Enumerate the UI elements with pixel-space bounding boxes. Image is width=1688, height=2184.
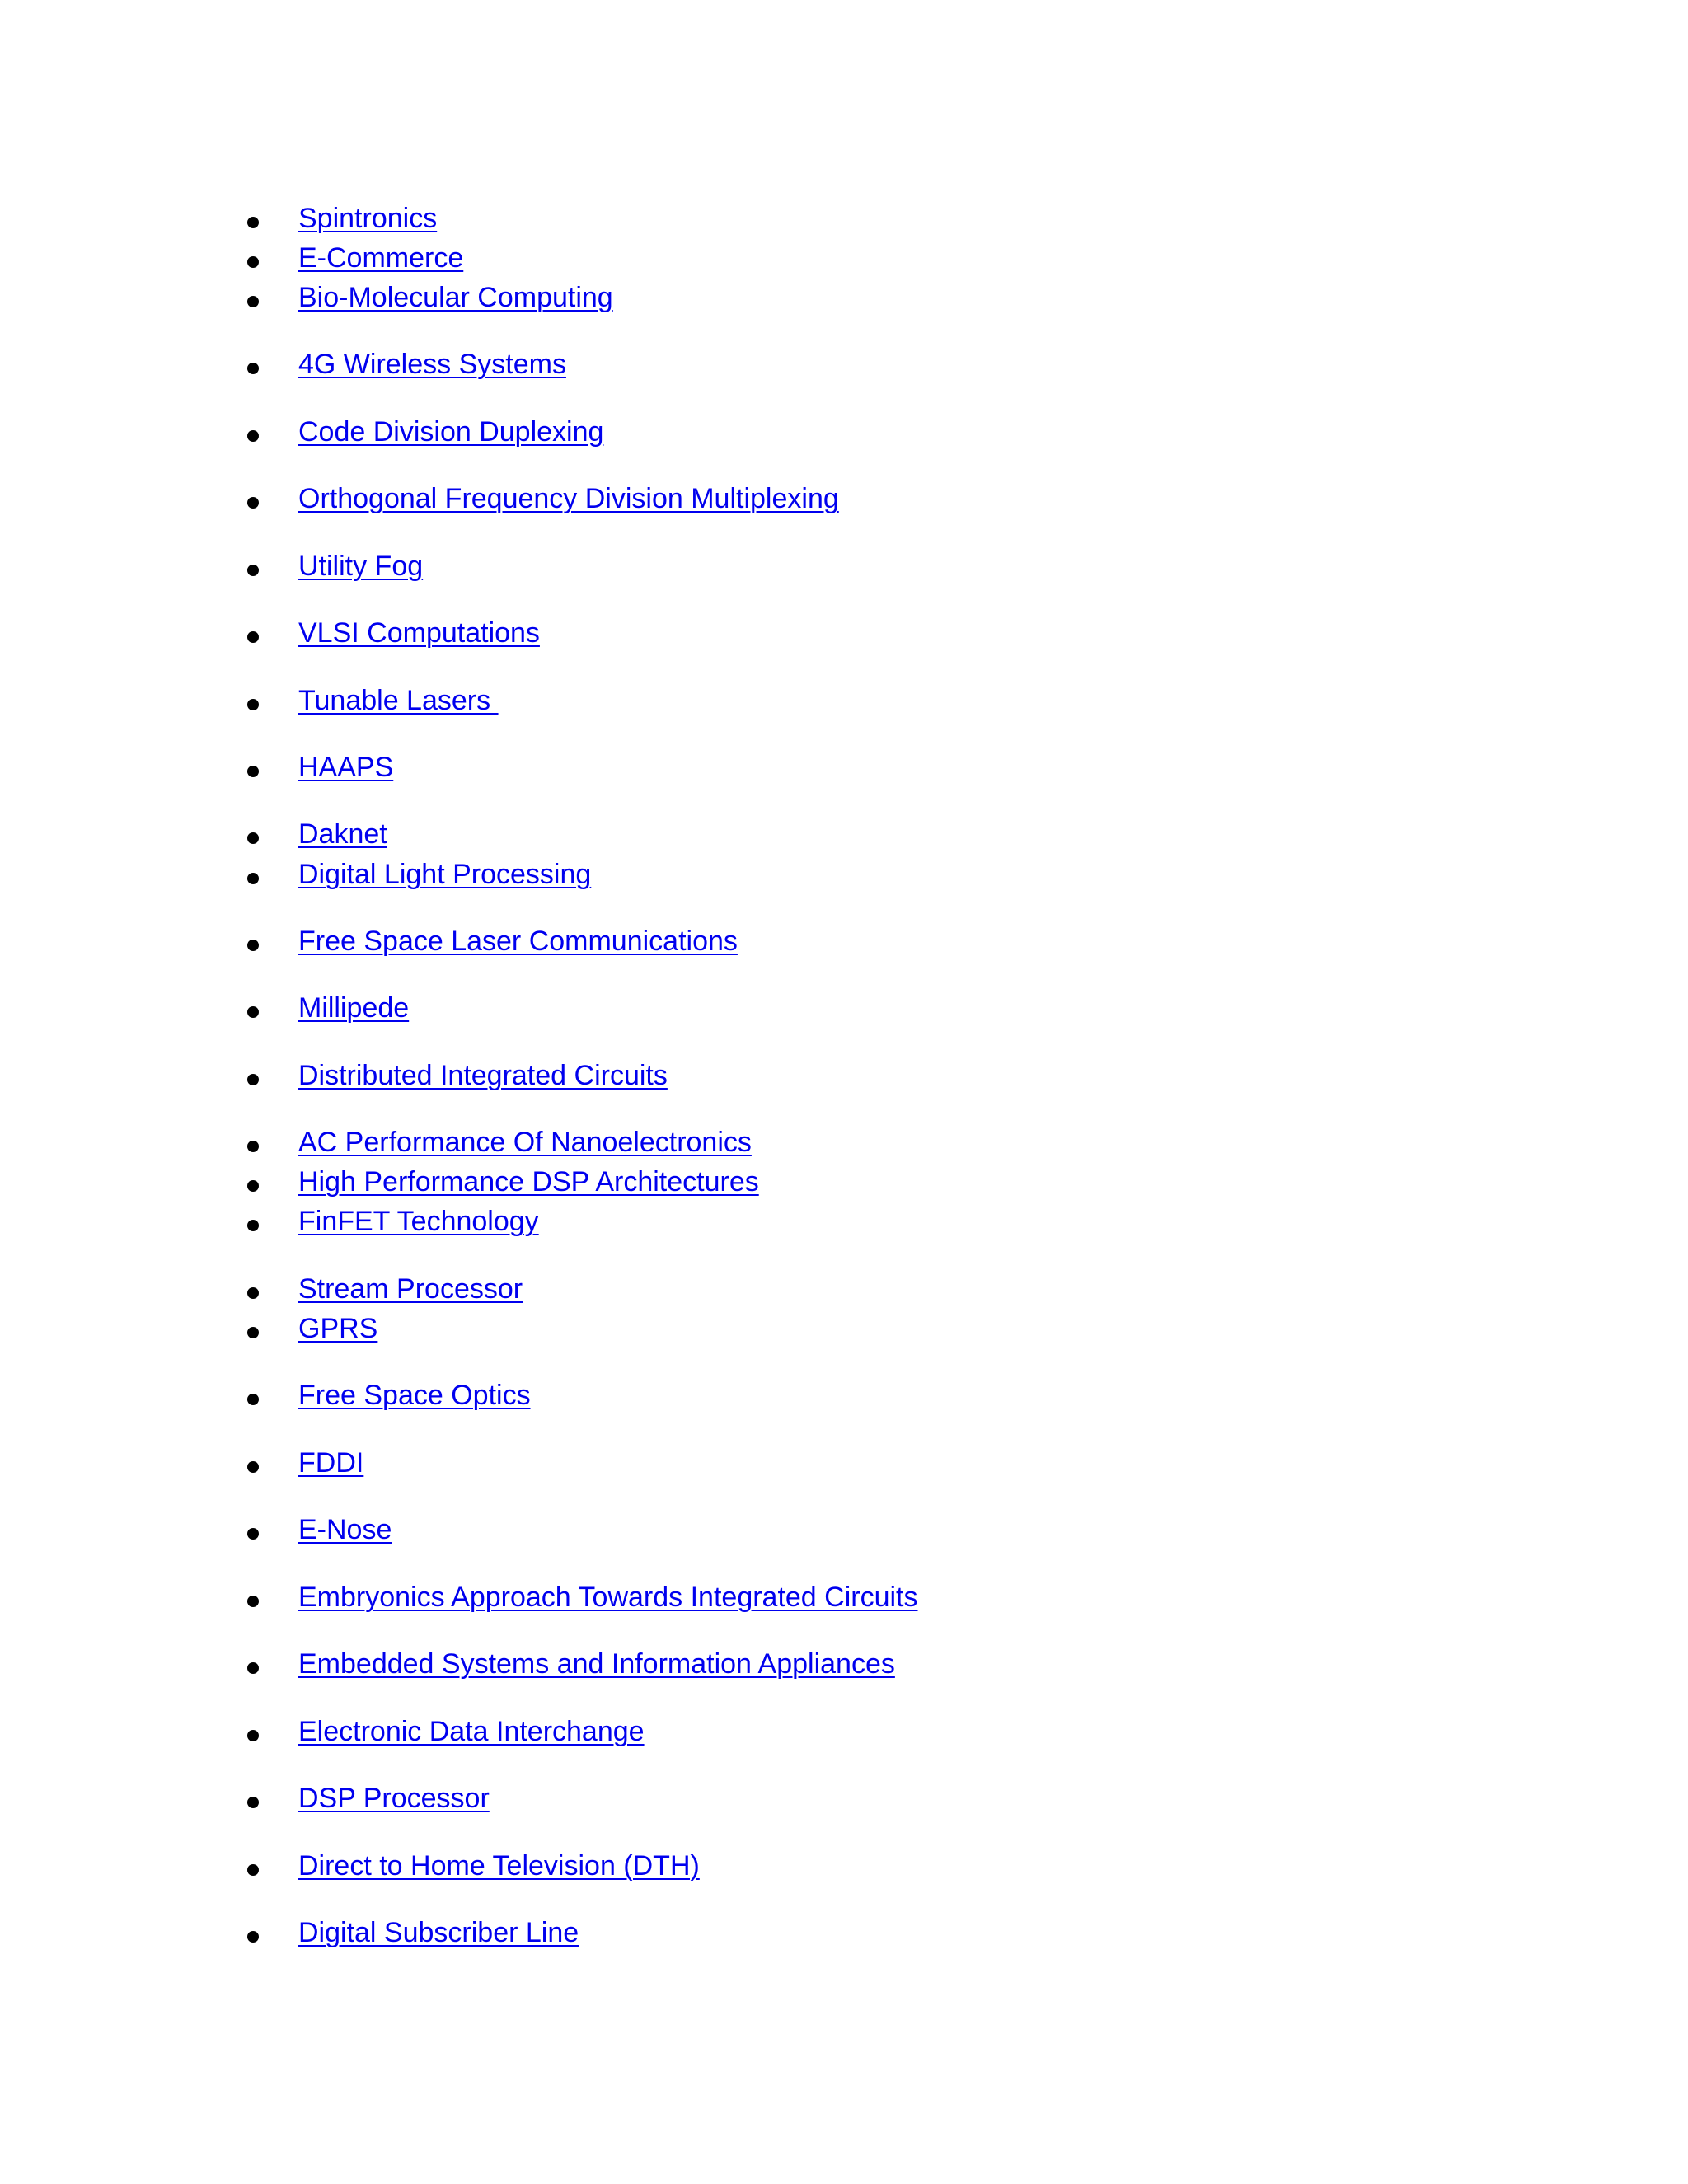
list-item — [0, 681, 1154, 720]
bullet-icon — [247, 296, 259, 307]
bullet-icon — [247, 1180, 259, 1192]
bullet-icon — [247, 1730, 259, 1741]
list-item — [0, 1443, 1154, 1483]
topic-link[interactable]: 4G Wireless Systems — [298, 349, 566, 380]
topic-link[interactable]: E-Nose — [298, 1514, 392, 1545]
topic-link[interactable]: AC Performance Of Nanoelectronics — [298, 1127, 752, 1158]
topic-link[interactable]: Utility Fog — [298, 551, 424, 582]
topic-link[interactable]: DSP Processor — [298, 1783, 490, 1814]
topic-link[interactable]: GPRS — [298, 1313, 378, 1344]
list-item — [0, 412, 1154, 452]
list-item — [0, 1779, 1154, 1818]
list-item — [0, 1056, 1154, 1095]
bullet-icon — [247, 1797, 259, 1808]
list-item — [0, 344, 1154, 384]
list-item — [0, 814, 1154, 854]
list-item — [0, 1846, 1154, 1886]
bullet-icon — [247, 497, 259, 509]
topic-link[interactable]: Bio-Molecular Computing — [298, 282, 613, 313]
bullet-icon — [247, 1394, 259, 1405]
bullet-icon — [247, 699, 259, 710]
bullet-icon — [247, 1528, 259, 1540]
topic-link[interactable]: HAAPS — [298, 752, 394, 783]
topic-link[interactable]: Direct to Home Television (DTH) — [298, 1850, 700, 1882]
bullet-icon — [247, 1074, 259, 1085]
list-item — [0, 1309, 1154, 1348]
list-item — [0, 1712, 1154, 1751]
list-item — [0, 479, 1154, 518]
bullet-icon — [247, 256, 259, 268]
list-item — [0, 1162, 1154, 1202]
list-item — [0, 748, 1154, 787]
topic-link[interactable]: Spintronics — [298, 203, 438, 234]
topic-link[interactable]: FinFET Technology — [298, 1206, 539, 1237]
topic-link[interactable]: Code Division Duplexing — [298, 416, 604, 448]
bullet-icon — [247, 940, 259, 951]
topic-link[interactable]: Electronic Data Interchange — [298, 1716, 645, 1747]
bullet-icon — [247, 1006, 259, 1018]
topic-link[interactable]: Digital Subscriber Line — [298, 1917, 579, 1948]
list-item — [0, 1122, 1154, 1162]
topic-link[interactable]: Millipede — [298, 992, 410, 1024]
topic-link[interactable]: Free Space Optics — [298, 1380, 531, 1411]
list-item — [0, 1913, 1154, 1952]
topic-link[interactable]: Daknet — [298, 818, 387, 850]
bullet-icon — [247, 1662, 259, 1674]
list-item — [0, 238, 1154, 278]
bullet-icon — [247, 1461, 259, 1473]
bullet-icon — [247, 1327, 259, 1338]
bullet-icon — [247, 217, 259, 228]
bullet-icon — [247, 1931, 259, 1943]
list-item — [0, 988, 1154, 1028]
bullet-icon — [247, 1287, 259, 1299]
topic-link[interactable]: Orthogonal Frequency Division Multiplexing — [298, 483, 839, 514]
list-item — [0, 1376, 1154, 1415]
topic-link[interactable]: VLSI Computations — [298, 617, 540, 649]
list-item — [0, 1644, 1154, 1684]
list-item — [0, 1510, 1154, 1549]
topic-link[interactable]: Embedded Systems and Information Appliances — [298, 1648, 895, 1680]
topic-link[interactable]: Tunable Lasers — [298, 685, 499, 716]
list-item — [0, 278, 1154, 317]
topic-link[interactable]: Digital Light Processing — [298, 859, 592, 890]
list-item — [0, 855, 1154, 894]
bullet-icon — [247, 766, 259, 777]
bullet-icon — [247, 631, 259, 643]
bullet-icon — [247, 1864, 259, 1876]
list-item — [0, 199, 1154, 238]
bullet-icon — [247, 1596, 259, 1607]
topic-link[interactable]: Embryonics Approach Towards Integrated Circuits — [298, 1582, 918, 1613]
bullet-icon — [247, 832, 259, 844]
list-item — [0, 1202, 1154, 1241]
topic-link[interactable]: Stream Processor — [298, 1273, 523, 1305]
list-item — [0, 921, 1154, 961]
bullet-icon — [247, 1141, 259, 1152]
bullet-icon — [247, 1220, 259, 1231]
list-item — [0, 546, 1154, 586]
bullet-icon — [247, 873, 259, 884]
bullet-icon — [247, 430, 259, 442]
topic-link[interactable]: E-Commerce — [298, 242, 464, 274]
topic-link[interactable]: High Performance DSP Architectures — [298, 1166, 759, 1197]
list-item — [0, 1577, 1154, 1617]
topic-link[interactable]: Free Space Laser Communications — [298, 926, 738, 957]
bullet-icon — [247, 363, 259, 374]
topic-link[interactable]: FDDI — [298, 1447, 364, 1479]
list-item — [0, 1269, 1154, 1309]
list-item — [0, 613, 1154, 653]
bullet-icon — [247, 565, 259, 576]
topic-link[interactable]: Distributed Integrated Circuits — [298, 1060, 668, 1091]
